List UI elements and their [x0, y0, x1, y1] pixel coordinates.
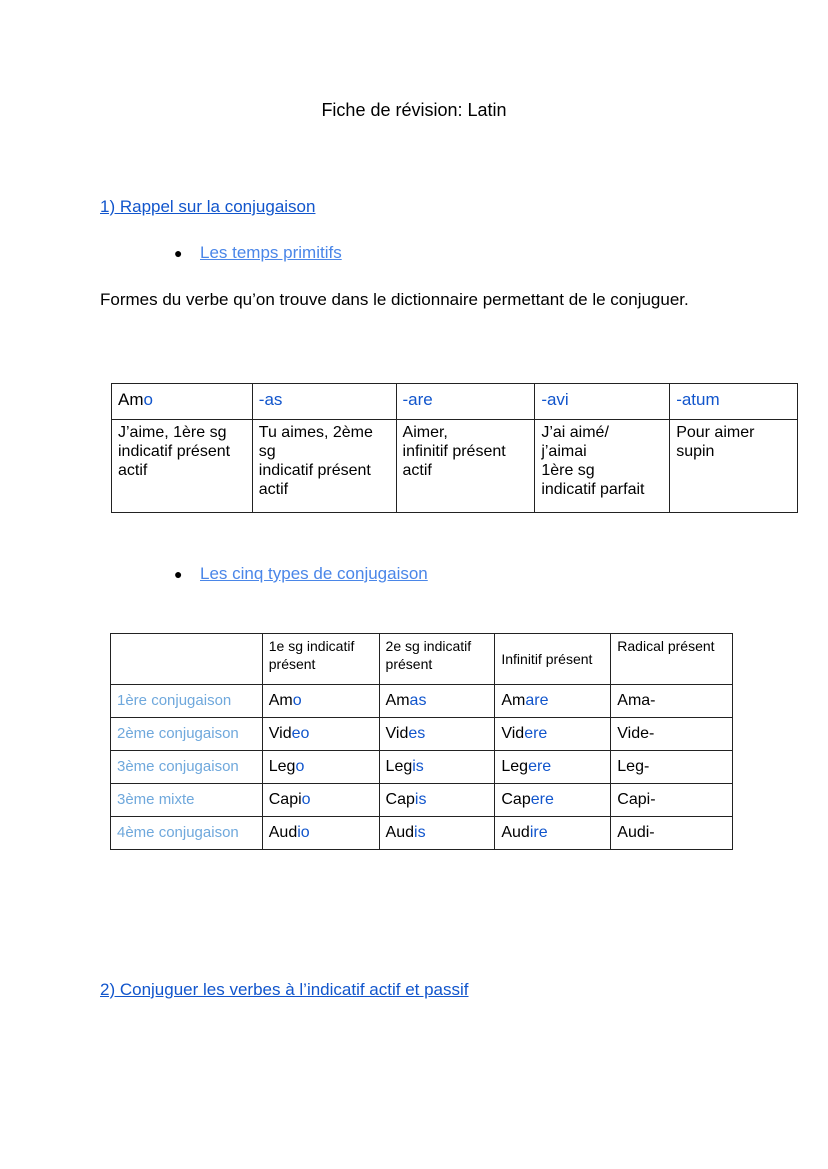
description-line: infinitif présent: [402, 443, 506, 460]
conjugation-cell: [262, 751, 379, 784]
word-ending: -atum: [676, 390, 720, 409]
conjugaison-types-table: [110, 633, 733, 850]
description-line: Tu aimes, 2ème: [258, 424, 373, 441]
row-label: 2ème conjugaison: [111, 718, 263, 751]
conjugation-cell: [611, 784, 733, 817]
word-stem: Cap: [385, 791, 415, 808]
column-header: 2e sg indicatif présent: [379, 634, 495, 685]
description-line: j’aimai: [541, 443, 587, 460]
temps-primitifs-table: [111, 383, 798, 513]
subheading-temps-primitifs[interactable]: Les temps primitifs: [200, 243, 342, 262]
description-line: J’aime, 1ère sg: [118, 424, 227, 441]
table-row: [111, 817, 733, 850]
description-cell: [112, 420, 253, 513]
description-line: indicatif parfait: [541, 481, 645, 498]
word-stem: Vid: [385, 725, 409, 742]
header-cell: [252, 384, 396, 420]
description-cell: [535, 420, 670, 513]
table-row: [111, 718, 733, 751]
conjugation-cell: [611, 817, 733, 850]
conjugation-cell: [611, 751, 733, 784]
header-cell: [670, 384, 798, 420]
conjugation-cell: [379, 784, 495, 817]
word-stem: Cap: [501, 791, 531, 808]
description-cell: [670, 420, 798, 513]
word-stem: Vid: [501, 725, 525, 742]
word-ending: ire: [529, 824, 548, 841]
conjugation-cell: [379, 817, 495, 850]
conjugation-cell: [379, 718, 495, 751]
conjugation-cell: [262, 817, 379, 850]
word-ending: o: [143, 390, 153, 409]
word-ending: ere: [528, 758, 552, 775]
word-stem: Leg: [385, 758, 413, 775]
word-stem: Aud: [501, 824, 530, 841]
description-cell: [252, 420, 396, 513]
conjugation-cell: [495, 817, 611, 850]
description-line: J’ai aimé/: [541, 424, 609, 441]
word-stem: Aud: [385, 824, 415, 841]
word-stem: Aud: [268, 824, 298, 841]
word-ending: -as: [258, 390, 283, 409]
word-ending: are: [525, 692, 549, 709]
word-ending: -are: [402, 390, 433, 409]
table-row: [111, 751, 733, 784]
table-row: [111, 685, 733, 718]
table-row: [111, 784, 733, 817]
description-line: sg: [258, 443, 276, 460]
conjugation-cell: [611, 718, 733, 751]
paragraph: Formes du verbe qu’on trouve dans le dictionnaire permettant de le conjuguer.: [100, 290, 689, 309]
word-ending: -avi: [541, 390, 569, 409]
row-label: 4ème conjugaison: [111, 817, 263, 850]
row-label: 1ère conjugaison: [111, 685, 263, 718]
word-ending: eo: [291, 725, 310, 742]
header-cell: [396, 384, 535, 420]
word-ending: ere: [524, 725, 548, 742]
word-stem: Vid: [268, 725, 292, 742]
conjugation-cell: [379, 685, 495, 718]
word-ending: o: [295, 758, 305, 775]
bullet-icon: ●: [174, 245, 183, 261]
conjugation-cell: [495, 784, 611, 817]
description-line: indicatif présent: [258, 462, 371, 479]
column-header: 1e sg indicatif présent: [262, 634, 379, 685]
word-stem: Capi: [268, 791, 302, 808]
word-stem: Vide-: [617, 725, 655, 742]
page-title: Fiche de révision: Latin: [321, 100, 507, 120]
conjugation-cell: [495, 751, 611, 784]
conjugation-cell: [262, 718, 379, 751]
header-cell: [112, 384, 253, 420]
word-stem: Audi-: [617, 824, 655, 841]
word-ending: as: [409, 692, 427, 709]
description-line: actif: [118, 462, 148, 479]
conjugation-cell: [495, 685, 611, 718]
description-line: indicatif présent: [118, 443, 231, 460]
word-stem: Am: [501, 692, 526, 709]
subheading-cinq-types[interactable]: Les cinq types de conjugaison: [200, 564, 428, 583]
row-label: 3ème mixte: [111, 784, 263, 817]
conjugation-cell: [495, 718, 611, 751]
word-stem: Am: [385, 692, 410, 709]
word-ending: is: [412, 758, 424, 775]
section-1-heading[interactable]: 1) Rappel sur la conjugaison: [100, 197, 316, 216]
conjugation-cell: [262, 685, 379, 718]
word-ending: o: [292, 692, 302, 709]
word-stem: Leg: [268, 758, 296, 775]
word-ending: is: [414, 791, 427, 808]
header-cell: [535, 384, 670, 420]
conjugation-cell: [379, 751, 495, 784]
word-stem: Ama-: [617, 692, 656, 709]
column-header: Infinitif présent: [495, 634, 611, 685]
word-stem: Am: [118, 390, 144, 409]
conjugation-cell: [262, 784, 379, 817]
description-line: supin: [676, 443, 715, 460]
word-ending: o: [301, 791, 311, 808]
word-stem: Capi-: [617, 791, 656, 808]
row-label: 3ème conjugaison: [111, 751, 263, 784]
description-line: 1ère sg: [541, 462, 595, 479]
word-ending: ere: [530, 791, 554, 808]
description-line: Pour aimer: [676, 424, 755, 441]
description-line: actif: [402, 462, 432, 479]
word-ending: is: [414, 824, 426, 841]
word-stem: Leg: [501, 758, 529, 775]
word-ending: es: [408, 725, 426, 742]
description-line: Aimer,: [402, 424, 448, 441]
word-stem: Leg-: [617, 758, 650, 775]
column-header: [111, 634, 263, 685]
column-header: Radical présent: [611, 634, 733, 685]
word-ending: io: [297, 824, 310, 841]
description-cell: [396, 420, 535, 513]
conjugation-cell: [611, 685, 733, 718]
section-2-heading[interactable]: 2) Conjuguer les verbes à l’indicatif actif et passif: [100, 980, 469, 999]
word-stem: Am: [268, 692, 293, 709]
bullet-icon: ●: [174, 566, 183, 582]
description-line: actif: [258, 481, 289, 498]
